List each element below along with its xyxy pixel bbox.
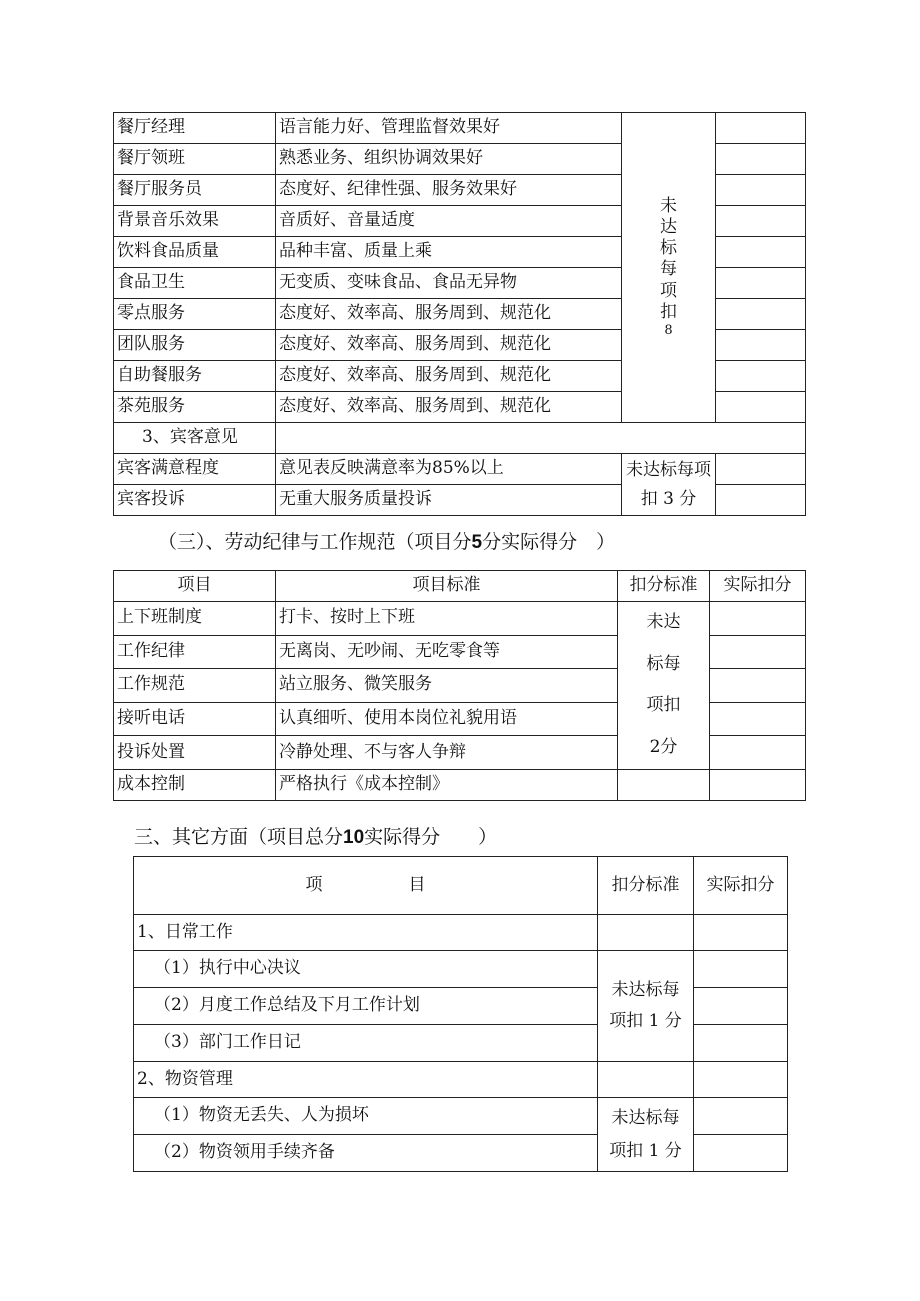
- standard-cell: 严格执行《成本控制》: [276, 769, 618, 800]
- actual-deduction-cell[interactable]: [716, 113, 806, 144]
- standard-cell: 熟悉业务、组织协调效果好: [276, 144, 622, 175]
- actual-deduction-cell[interactable]: [716, 454, 806, 485]
- actual-deduction-cell[interactable]: [694, 1135, 788, 1172]
- header-standard: 项目标准: [276, 571, 618, 602]
- item-cell: 餐厅领班: [114, 144, 276, 175]
- item-cell: 餐厅经理: [114, 113, 276, 144]
- guest-deduction-cell: 未达标每项 扣 3 分: [622, 454, 716, 516]
- actual-deduction-cell[interactable]: [716, 237, 806, 268]
- item-cell: 自助餐服务: [114, 361, 276, 392]
- item-cell: 团队服务: [114, 330, 276, 361]
- item-cell: 成本控制: [114, 769, 276, 800]
- item-cell: 工作规范: [114, 669, 276, 703]
- standard-cell: 冷静处理、不与客人争辩: [276, 736, 618, 770]
- header-actual-deduction: 实际扣分: [710, 571, 806, 602]
- actual-deduction-cell[interactable]: [694, 1062, 788, 1098]
- item-cell: 饮料食品质量: [114, 237, 276, 268]
- table-header-row: [114, 571, 806, 602]
- section-label: 3、宾客意见: [114, 423, 276, 454]
- group2-deduction-cell: 未达标每 项扣 1 分: [598, 1098, 694, 1172]
- section-empty-cell: [276, 423, 806, 454]
- item-cell: 茶苑服务: [114, 392, 276, 423]
- item-cell: 投诉处置: [114, 736, 276, 770]
- standard-cell: 站立服务、微笑服务: [276, 669, 618, 703]
- standard-cell: 无离岗、无吵闹、无吃零食等: [276, 635, 618, 669]
- group-row: [134, 915, 788, 951]
- group-row: [134, 1062, 788, 1098]
- header-deduction-standard: 扣分标准: [618, 571, 710, 602]
- standard-cell: 无变质、变味食品、食品无异物: [276, 268, 622, 299]
- item-cell: 接听电话: [114, 702, 276, 736]
- header-actual-deduction: 实际扣分: [694, 857, 788, 915]
- standard-cell: 语言能力好、管理监督效果好: [276, 113, 622, 144]
- actual-deduction-cell[interactable]: [694, 1098, 788, 1135]
- standard-cell: 音质好、音量适度: [276, 206, 622, 237]
- actual-deduction-cell[interactable]: [710, 635, 806, 669]
- actual-deduction-cell[interactable]: [716, 392, 806, 423]
- actual-deduction-cell[interactable]: [716, 330, 806, 361]
- item-cell: 宾客投诉: [114, 485, 276, 516]
- deduction-standard-cell: [598, 1062, 694, 1098]
- header-item: 项目: [114, 571, 276, 602]
- group1-deduction-cell: 未达标每 项扣 1 分: [598, 951, 694, 1062]
- item-cell: （1）执行中心决议: [134, 951, 598, 988]
- table-row: [114, 602, 806, 636]
- header-item: 项 目: [134, 857, 598, 915]
- actual-deduction-cell[interactable]: [710, 702, 806, 736]
- table-row: [114, 113, 806, 144]
- item-cell: 宾客满意程度: [114, 454, 276, 485]
- labor-discipline-table: [113, 570, 806, 801]
- standard-cell: 意见表反映满意率为85%以上: [276, 454, 622, 485]
- group-label: 1、日常工作: [134, 915, 598, 951]
- deduction-standard-cell: [618, 769, 710, 800]
- table-row: [134, 1098, 788, 1135]
- item-cell: 上下班制度: [114, 602, 276, 636]
- item-cell: 零点服务: [114, 299, 276, 330]
- actual-deduction-cell[interactable]: [694, 988, 788, 1025]
- standard-cell: 品种丰富、质量上乘: [276, 237, 622, 268]
- deduction-standard-cell: 未达 标每 项扣 2分: [618, 602, 710, 770]
- actual-deduction-cell[interactable]: [710, 602, 806, 636]
- actual-deduction-cell[interactable]: [716, 144, 806, 175]
- other-aspects-table: [133, 856, 788, 1172]
- standard-cell: 打卡、按时上下班: [276, 602, 618, 636]
- item-cell: 背景音乐效果: [114, 206, 276, 237]
- standard-cell: 态度好、纪律性强、服务效果好: [276, 175, 622, 206]
- standard-cell: 态度好、效率高、服务周到、规范化: [276, 299, 622, 330]
- item-cell: （2）物资领用手续齐备: [134, 1135, 598, 1172]
- table-header-row: [134, 857, 788, 915]
- standard-cell: 态度好、效率高、服务周到、规范化: [276, 361, 622, 392]
- section-other-title: 三、其它方面（项目总分10实际得分 ）: [134, 826, 498, 848]
- actual-deduction-cell[interactable]: [694, 951, 788, 988]
- service-quality-table: [113, 112, 806, 516]
- table-row: [114, 454, 806, 485]
- deduction-standard-cell: 未 达 标 每 项 扣 8: [622, 113, 716, 423]
- item-cell: 工作纪律: [114, 635, 276, 669]
- actual-deduction-cell[interactable]: [716, 361, 806, 392]
- actual-deduction-cell[interactable]: [716, 485, 806, 516]
- header-deduction-standard: 扣分标准: [598, 857, 694, 915]
- actual-deduction-cell[interactable]: [710, 769, 806, 800]
- item-cell: （3）部门工作日记: [134, 1025, 598, 1062]
- actual-deduction-cell[interactable]: [716, 175, 806, 206]
- actual-deduction-cell[interactable]: [716, 206, 806, 237]
- table-row: [134, 951, 788, 988]
- standard-cell: 无重大服务质量投诉: [276, 485, 622, 516]
- section-row: [114, 423, 806, 454]
- standard-cell: 态度好、效率高、服务周到、规范化: [276, 392, 622, 423]
- table-row: [114, 769, 806, 800]
- standard-cell: 认真细听、使用本岗位礼貌用语: [276, 702, 618, 736]
- deduction-standard-cell: [598, 915, 694, 951]
- actual-deduction-cell[interactable]: [694, 1025, 788, 1062]
- item-cell: （2）月度工作总结及下月工作计划: [134, 988, 598, 1025]
- actual-deduction-cell[interactable]: [710, 736, 806, 770]
- item-cell: 食品卫生: [114, 268, 276, 299]
- group-label: 2、物资管理: [134, 1062, 598, 1098]
- actual-deduction-cell[interactable]: [716, 299, 806, 330]
- actual-deduction-cell[interactable]: [694, 915, 788, 951]
- item-cell: 餐厅服务员: [114, 175, 276, 206]
- actual-deduction-cell[interactable]: [716, 268, 806, 299]
- actual-deduction-cell[interactable]: [710, 669, 806, 703]
- section-labor-title: （三）、劳动纪律与工作规范（项目分5分实际得分 ）: [158, 531, 616, 553]
- standard-cell: 态度好、效率高、服务周到、规范化: [276, 330, 622, 361]
- item-cell: （1）物资无丢失、人为损坏: [134, 1098, 598, 1135]
